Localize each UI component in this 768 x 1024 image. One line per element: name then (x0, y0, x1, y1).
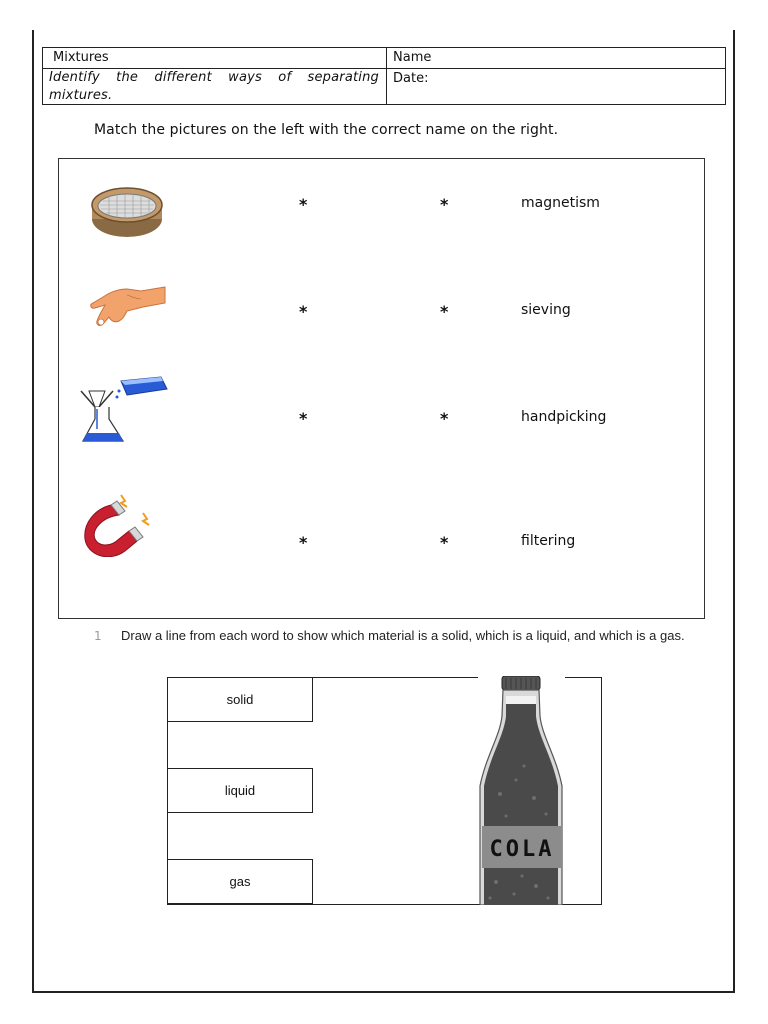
matching-instruction: Match the pictures on the left with the correct name on the right. (94, 122, 559, 138)
word-box-liquid[interactable]: liquid (167, 768, 313, 813)
question-number: 1 (94, 629, 102, 643)
right-match-marker[interactable]: * (440, 533, 449, 552)
worksheet-title: Mixtures (53, 50, 109, 65)
term-filtering: filtering (521, 533, 576, 549)
cola-label: COLA (489, 837, 555, 862)
matching-row (59, 302, 704, 342)
cola-bottle-image (476, 676, 568, 909)
name-field-label[interactable]: Name (393, 50, 432, 65)
term-handpicking: handpicking (521, 409, 607, 425)
left-match-marker[interactable]: * (299, 533, 308, 552)
left-match-marker[interactable]: * (299, 195, 308, 214)
matching-box (58, 158, 705, 619)
left-match-marker[interactable]: * (299, 302, 308, 321)
term-magnetism: magnetism (521, 195, 600, 211)
word-box-gas[interactable]: gas (167, 859, 313, 904)
right-match-marker[interactable]: * (440, 409, 449, 428)
worksheet-header-table (42, 47, 726, 105)
question-text: Draw a line from each word to show which material is a solid, which is a liquid, and which is a gas. (121, 628, 685, 643)
term-sieving: sieving (521, 302, 571, 318)
right-match-marker[interactable]: * (440, 302, 449, 321)
learning-objective: Identify the different ways of separating mixtures. (49, 70, 379, 103)
word-box-solid[interactable]: solid (167, 677, 313, 722)
left-match-marker[interactable]: * (299, 409, 308, 428)
matching-row (59, 533, 704, 573)
header-divider (386, 48, 387, 104)
matching-row (59, 195, 704, 235)
right-match-marker[interactable]: * (440, 195, 449, 214)
matching-row (59, 409, 704, 449)
date-field-label[interactable]: Date: (393, 71, 429, 86)
